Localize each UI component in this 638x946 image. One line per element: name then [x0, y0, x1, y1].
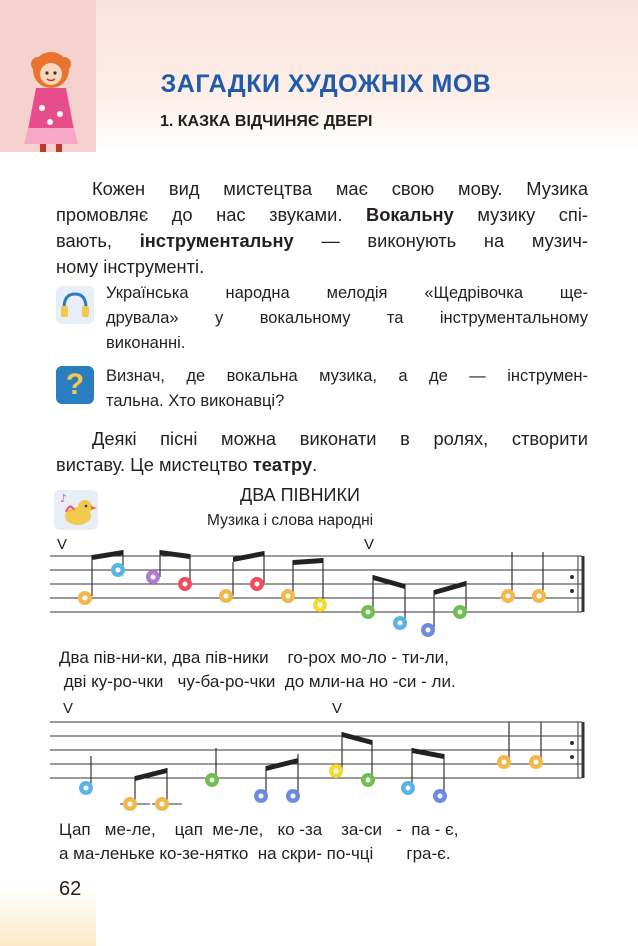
- flower-notes: [78, 563, 546, 637]
- music-staff-2: [50, 716, 590, 816]
- intro-line-3: вають, інструментальну — виконують на музич-: [56, 230, 588, 251]
- singing-bird-icon: [54, 490, 98, 530]
- breath-mark: V: [364, 536, 375, 553]
- theatre-paragraph: Деякі пісні можна виконати в ролях, створити виставу. Це мистецтво театру.: [56, 428, 588, 475]
- theatre-term: театру: [252, 454, 313, 475]
- headphones-icon: [56, 286, 94, 324]
- song-title: ДВА ПІВНИКИ: [240, 485, 360, 505]
- listen-text: Українська народна мелодія «Щедрівочка ще- друвала» у вокальному та інструментальному виконанні.: [106, 284, 588, 352]
- question-text: Визнач, де вокальна музика, а де — інструмен- тальна. Хто виконавці?: [106, 367, 588, 410]
- lyrics-line-2b: а ма-леньке ко-зе-нятко на скри- по-чці гра-є.: [59, 844, 451, 863]
- svg-text:♪: ♪: [60, 492, 68, 505]
- instrumental-term: інструментальну: [139, 230, 294, 251]
- corner-decoration: [0, 886, 96, 946]
- vocal-term: Вокальну: [366, 204, 454, 225]
- page-number: 62: [59, 878, 82, 900]
- intro-paragraph: [56, 176, 588, 280]
- intro-line-1: Кожен вид мистецтва має свою мову. Музика: [92, 178, 588, 199]
- breath-mark: V: [63, 700, 74, 717]
- lyrics-line-2a: Цап ме-ле, цап ме-ле, ко -за за-си - па - є,: [59, 820, 459, 839]
- breath-mark: V: [332, 700, 343, 717]
- intro-line-4: ному інструменті.: [56, 256, 205, 277]
- song-credit: Музика і слова народні: [207, 512, 374, 529]
- intro-line-2: промовляє до нас звуками. Вокальну музику спі-: [56, 204, 588, 225]
- lyrics-line-1b: дві ку-ро-чки чу-ба-ро-чки до мли-на но -си - ли.: [59, 672, 456, 691]
- chapter-title: ЗАГАДКИ ХУДОЖНІХ МОВ: [160, 70, 492, 98]
- flower-notes: [79, 755, 543, 811]
- breath-mark: V: [57, 536, 68, 553]
- question-mark-icon: ?: [56, 366, 94, 404]
- music-staff-1: [50, 550, 590, 642]
- girl-mascot-icon: [14, 48, 88, 152]
- lyrics-line-1a: Два пів-ни-ки, два пів-ники го-рох мо-ло - ти-ли,: [59, 648, 449, 667]
- section-subtitle: 1. КАЗКА ВІДЧИНЯЄ ДВЕРІ: [160, 113, 373, 130]
